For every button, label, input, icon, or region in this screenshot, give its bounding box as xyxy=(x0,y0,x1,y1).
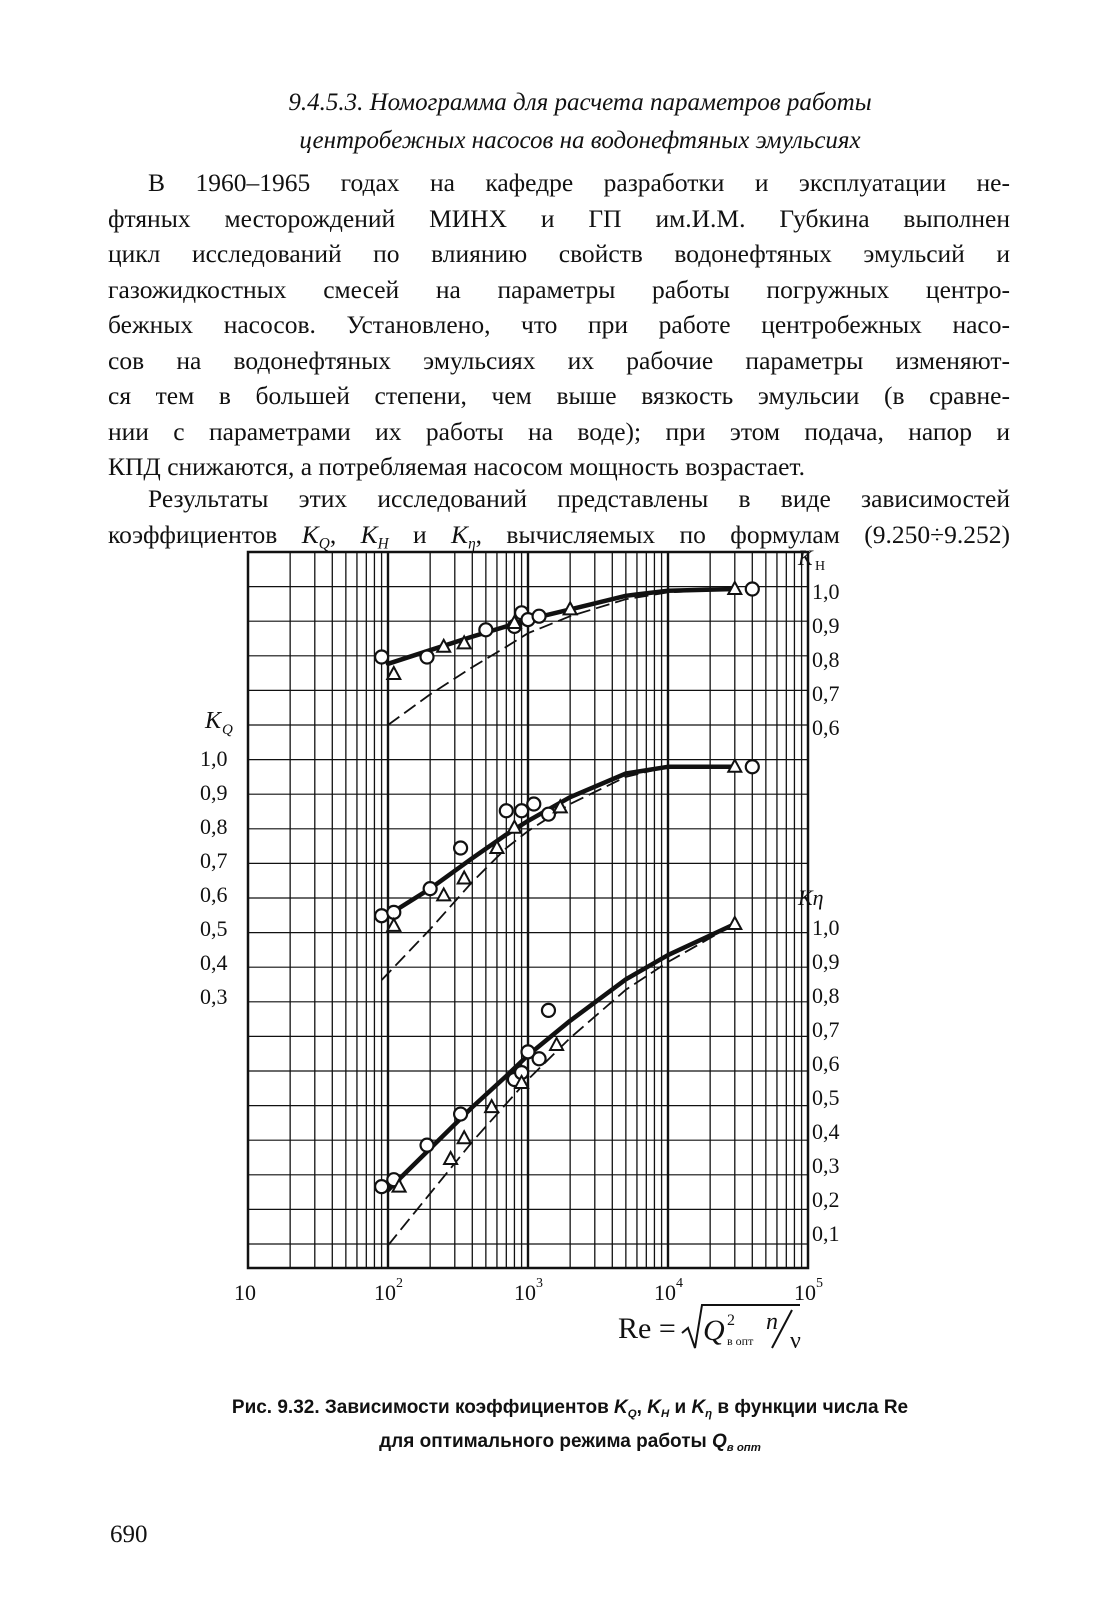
caption-coef-k: K xyxy=(614,1397,628,1418)
formula-q: Q xyxy=(703,1314,725,1347)
x-axis-tick-exponent: 2 xyxy=(396,1276,403,1291)
caption-sub-eta: η xyxy=(705,1407,713,1420)
data-point-triangle xyxy=(387,919,400,931)
x-axis-tick: 10 xyxy=(374,1280,396,1305)
figure-caption-line-1 xyxy=(140,1394,1000,1428)
caption-coef-k: K xyxy=(691,1397,706,1418)
figure-caption-line-2 xyxy=(140,1428,1000,1462)
dashed-curve-K_eta xyxy=(388,924,735,1245)
caption-text: Рис. 9.32. Зависимости коэффициентов xyxy=(231,1397,615,1418)
left-axis-tick: 0,9 xyxy=(200,780,228,805)
left-axis-tick: 1,0 xyxy=(200,746,228,771)
formula-n: n xyxy=(766,1309,778,1335)
right-top-axis-sub: H xyxy=(815,559,826,574)
coef-sub-eta: η xyxy=(468,534,476,552)
x-axis-tick: 10 xyxy=(794,1280,816,1305)
coef-sub-h: H xyxy=(377,534,389,552)
left-axis-tick: 0,5 xyxy=(200,916,228,941)
data-point-circle xyxy=(421,1139,434,1152)
data-point-circle xyxy=(527,798,540,811)
data-point-circle xyxy=(375,651,388,664)
paragraph-1-line: цикл исследований по влиянию свойств водонефтяных эмульсий и xyxy=(108,239,1010,268)
data-point-circle xyxy=(542,808,555,821)
right-bottom-axis-label: Kη xyxy=(798,885,824,910)
data-point-circle xyxy=(500,804,513,817)
paragraph-1-line: КПД снижаются, а потребляемая насосом мощность возрастает. xyxy=(108,452,806,481)
section-heading-line-2: центробежных насосов на водонефтяных эмульсиях xyxy=(299,127,861,154)
left-axis-tick: 0,7 xyxy=(200,848,228,873)
data-point-circle xyxy=(424,882,437,895)
paragraph-1-line: ся тем в большей степени, чем выше вязкость эмульсии (в сравне- xyxy=(108,381,1010,410)
caption-q-sub: в опт xyxy=(726,1441,761,1454)
data-point-circle xyxy=(454,1108,467,1121)
paragraph-2-line-1: Результаты этих исследований представлены в виде зависимостей xyxy=(148,484,1010,513)
x-axis-tick: 10 xyxy=(514,1280,536,1305)
right-top-axis-tick: 1,0 xyxy=(812,579,840,604)
conjunction: и xyxy=(388,519,452,549)
section-heading-line-1: 9.4.5.3. Номограмма для расчета параметров работы xyxy=(288,89,872,116)
data-point-circle xyxy=(542,1004,555,1017)
formula-nu: ν xyxy=(790,1328,801,1354)
caption-sub-q: Q xyxy=(627,1407,637,1420)
paragraph-1-line: фтяных месторождений МИНХ и ГП им.И.М. Губкина выполнен xyxy=(108,203,1010,233)
paragraph-1-line: нии с параметрами их работы на воде); при этом подача, напор и xyxy=(108,416,1010,446)
data-point-circle xyxy=(375,1180,388,1193)
paragraph-2-text: , вычисляемых по формулам (9.250÷9.252) xyxy=(475,519,1010,549)
formula-q-sup: 2 xyxy=(727,1312,735,1329)
data-point-circle xyxy=(746,760,759,773)
left-axis-tick: 0,3 xyxy=(200,984,228,1009)
right-bottom-axis-tick: 0,2 xyxy=(812,1187,840,1212)
right-bottom-axis-tick: 0,5 xyxy=(812,1085,840,1110)
right-top-axis-tick: 0,8 xyxy=(812,647,840,672)
chart-curves xyxy=(382,589,735,1245)
data-point-triangle xyxy=(458,1131,471,1143)
right-top-axis-tick: 0,6 xyxy=(812,715,840,740)
left-axis-tick: 0,8 xyxy=(200,814,228,839)
caption-coef-k: K xyxy=(647,1397,661,1418)
right-bottom-axis-tick: 0,1 xyxy=(812,1221,840,1246)
right-bottom-axis-tick: 0,7 xyxy=(812,1017,840,1042)
data-point-circle xyxy=(533,1052,546,1065)
caption-conjunction: и xyxy=(669,1397,692,1418)
right-bottom-axis-tick: 0,3 xyxy=(812,1153,840,1178)
data-point-circle xyxy=(375,909,388,922)
right-top-axis-tick: 0,7 xyxy=(812,681,840,706)
left-axis-tick: 0,4 xyxy=(200,950,228,975)
paragraph-1-line: газожидкостных смесей на параметры работы погружных центро- xyxy=(108,274,1010,304)
caption-text: в функции числа Re xyxy=(712,1397,909,1418)
data-point-circle xyxy=(421,651,434,664)
coef-sub-q: Q xyxy=(318,534,330,552)
right-top-axis-tick: 0,9 xyxy=(812,613,840,638)
paragraph-1-line: сов на водонефтяных эмульсиях их рабочие параметры изменяют- xyxy=(108,345,1010,375)
left-axis-label: K xyxy=(205,708,222,734)
data-point-triangle xyxy=(458,872,471,884)
data-point-circle xyxy=(479,623,492,636)
separator: , xyxy=(329,519,361,549)
right-bottom-axis-tick: 1,0 xyxy=(812,915,840,940)
paragraph-1-line: бежных насосов. Установлено, что при работе центробежных насо- xyxy=(108,310,1010,339)
page-number: 690 xyxy=(110,1521,148,1548)
chart-grid xyxy=(248,552,808,1268)
right-bottom-axis-tick: 0,6 xyxy=(812,1051,840,1076)
coef-k: K xyxy=(451,519,469,549)
right-bottom-axis-tick: 0,8 xyxy=(812,983,840,1008)
formula-q-sub: в опт xyxy=(727,1334,754,1348)
figure-caption xyxy=(140,1394,1000,1462)
data-point-circle xyxy=(515,804,528,817)
data-point-circle xyxy=(746,583,759,596)
x-axis-tick-exponent: 5 xyxy=(816,1276,823,1291)
formula-re: Re = xyxy=(618,1312,676,1345)
right-bottom-axis-tick: 0,4 xyxy=(812,1119,840,1144)
left-axis-tick: 0,6 xyxy=(200,882,228,907)
data-point-triangle xyxy=(437,888,450,900)
solid-curve-K_Q xyxy=(382,767,735,919)
data-point-triangle xyxy=(728,917,741,929)
right-bottom-axis-tick: 0,9 xyxy=(812,949,840,974)
x-axis-tick: 10 xyxy=(654,1280,676,1305)
x-axis-tick-exponent: 4 xyxy=(676,1276,683,1291)
coef-k: K xyxy=(301,519,319,549)
data-point-triangle xyxy=(387,667,400,679)
data-point-circle xyxy=(533,610,546,623)
caption-text: для оптимального режима работы xyxy=(379,1430,712,1452)
caption-separator: , xyxy=(636,1397,648,1418)
paragraph-1-line: В 1960–1965 годах на кафедре разработки и эксплуатации не- xyxy=(148,168,1010,197)
coef-k: K xyxy=(360,519,378,549)
paragraph-2-text: коэффициентов xyxy=(108,519,302,549)
x-axis-tick: 10 xyxy=(234,1280,256,1305)
data-point-triangle xyxy=(550,1038,563,1050)
data-point-circle xyxy=(454,842,467,855)
chart-labels xyxy=(200,545,840,1354)
solid-curve-K_eta xyxy=(388,924,735,1190)
x-axis-tick-exponent: 3 xyxy=(536,1276,543,1291)
left-axis-sub: Q xyxy=(222,722,233,738)
caption-q: Q xyxy=(712,1430,727,1452)
right-top-axis-label: K xyxy=(798,545,813,570)
chart-markers xyxy=(375,582,759,1193)
caption-sub-h: H xyxy=(660,1407,670,1420)
